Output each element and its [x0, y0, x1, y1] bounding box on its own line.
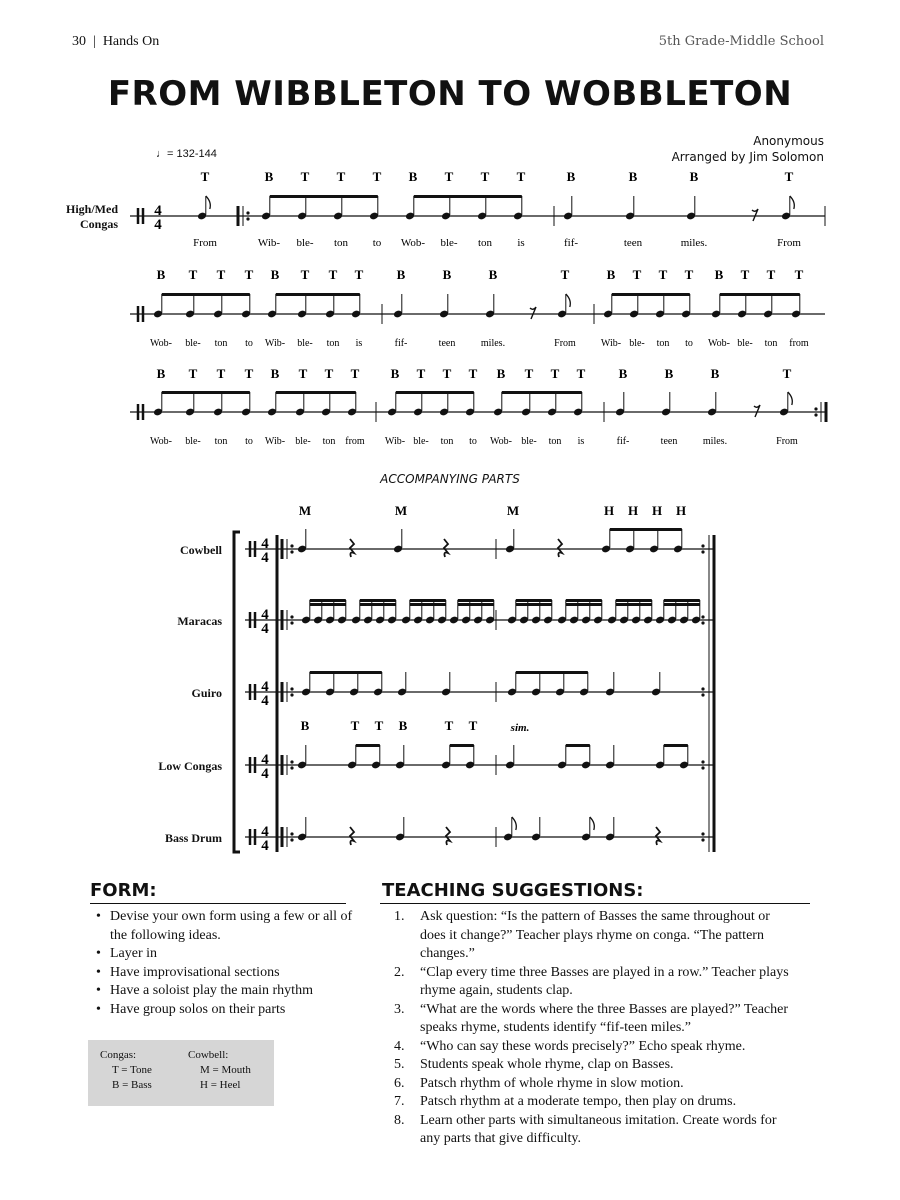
time-sig-bottom: 4 [261, 693, 269, 709]
note-beam [450, 744, 474, 747]
tempo-value: = 132-144 [167, 148, 217, 160]
quarter-rest [656, 827, 660, 845]
form-item: • Have a soloist play the main rhythm [96, 982, 366, 1001]
note-beam [270, 195, 378, 198]
lyric: from [789, 338, 809, 349]
item-number: 1. [394, 909, 405, 924]
part-label-maracas: Maracas [177, 614, 222, 628]
repeat-dot [290, 832, 293, 835]
note-beam [612, 293, 690, 296]
grade-level: 5th Grade-Middle School [658, 34, 824, 49]
repeat-dot [701, 766, 704, 769]
form-item: • Have group solos on their parts [96, 1001, 366, 1020]
repeat-dot [701, 615, 704, 618]
direction-sim: sim. [510, 722, 530, 734]
stroke-mark: T [794, 267, 804, 282]
lyric: Wib- [384, 436, 406, 447]
note-beam [410, 603, 446, 606]
lyric: fif- [563, 237, 579, 249]
time-sig-top: 4 [261, 679, 269, 695]
note-beam [616, 599, 652, 602]
repeat-dot [701, 760, 704, 763]
lyric: to [469, 436, 477, 447]
repeat-dot [290, 621, 293, 624]
quarter-rest [444, 539, 448, 557]
stroke-mark: T [328, 267, 338, 282]
lyric: to [685, 338, 693, 349]
teaching-list [390, 908, 790, 1149]
lyric: ble- [297, 338, 313, 349]
stroke-mark: T [372, 169, 382, 184]
stroke-mark: T [516, 169, 526, 184]
note-flag [590, 817, 595, 830]
repeat-dot [246, 217, 249, 220]
part-label-cowbell: Cowbell [180, 543, 222, 557]
lyric: Wib- [600, 338, 622, 349]
time-sig-top: 4 [261, 536, 269, 552]
lyric: ble- [629, 338, 645, 349]
lyric: to [245, 436, 253, 447]
note-beam [414, 195, 522, 198]
book-title: Hands On [102, 34, 160, 49]
stroke-mark: B [618, 366, 628, 381]
item-text: Learn other parts with simultaneous imitation. Create words for any parts that give difficulty. [420, 1112, 777, 1146]
eighth-rest [752, 209, 758, 221]
page-header-left: 30 | Hands On [72, 34, 160, 49]
stroke-mark: T [480, 169, 490, 184]
song-title: FROM WIBBLETON TO WOBBLETON [107, 74, 793, 114]
repeat-dot [246, 211, 249, 214]
lyric: ton [656, 338, 670, 349]
form-item: • Devise your own form using a few or all of the following ideas. [96, 908, 366, 945]
stroke-mark: T [416, 366, 426, 381]
note-beam [616, 603, 652, 606]
stroke-mark: B [606, 267, 616, 282]
stroke-mark: T [576, 366, 586, 381]
conga-mark: T [444, 718, 454, 733]
stroke-mark: T [336, 169, 346, 184]
note-flag [790, 196, 795, 209]
time-sig-bottom: 4 [261, 621, 269, 637]
form-item: • Have improvisational sections [96, 964, 366, 983]
legend-congas-label: Congas: [100, 1049, 137, 1061]
note-beam [516, 671, 588, 674]
part-label-bass-drum: Bass Drum [164, 831, 222, 845]
stroke-mark: B [156, 267, 166, 282]
lyric: Wob- [490, 436, 512, 447]
repeat-dot [701, 544, 704, 547]
cowbell-mark: H [651, 503, 663, 518]
lyric: is [355, 338, 363, 349]
lyric: miles. [702, 436, 728, 447]
note-beam [720, 293, 800, 296]
stroke-mark: T [658, 267, 668, 282]
lyric: From [777, 237, 801, 249]
page-number: 30 [72, 34, 86, 49]
form-heading: FORM: [90, 880, 157, 901]
accompanying-title: ACCOMPANYING PARTS [380, 472, 520, 486]
part-label-guiro: Guiro [191, 686, 222, 700]
note-beam [396, 391, 474, 394]
main-instrument-line1: High/Med [65, 202, 118, 216]
note-beam [664, 599, 700, 602]
lyric: is [577, 436, 585, 447]
lyric: ble- [440, 237, 458, 249]
note-beam [516, 603, 552, 606]
repeat-dot [290, 550, 293, 553]
repeat-dot [290, 615, 293, 618]
item-number: 8. [394, 1112, 405, 1128]
teaching-rule [380, 903, 810, 904]
item-text: Patsch rhythm of whole rhyme in slow motion. [420, 1075, 684, 1091]
item-number: 6. [394, 1075, 405, 1091]
repeat-dot [290, 693, 293, 696]
legend-congas-line: B = Bass [112, 1079, 152, 1091]
stroke-mark: T [300, 267, 310, 282]
legend-cowbell-label: Cowbell: [188, 1049, 229, 1061]
form-item: • Layer in [96, 945, 366, 964]
teaching-item [390, 1038, 790, 1057]
item-text: “What are the words where the three Basses are played?” Teacher speaks rhyme, students identify “fif-teen miles.” [420, 1001, 789, 1035]
stroke-mark: B [710, 366, 720, 381]
lyric: Wib- [264, 338, 286, 349]
note-flag [206, 196, 211, 209]
lyric: teen [660, 436, 678, 447]
stroke-mark: T [784, 169, 794, 184]
repeat-dot [701, 687, 704, 690]
lyric: ble- [185, 338, 201, 349]
stroke-mark: T [324, 366, 334, 381]
teaching-item [390, 1056, 790, 1075]
note-beam [458, 603, 494, 606]
teaching-item [390, 964, 790, 1001]
note-beam [664, 603, 700, 606]
note-beam [664, 744, 688, 747]
stroke-mark: T [444, 169, 454, 184]
note-beam [458, 599, 494, 602]
note-flag [512, 817, 517, 830]
note-flag [566, 294, 571, 307]
repeat-dot [290, 760, 293, 763]
repeat-dot [701, 550, 704, 553]
item-number: 7. [394, 1094, 405, 1109]
lyric: ble- [737, 338, 753, 349]
lyric: ton [477, 237, 493, 249]
quarter-rest [558, 539, 562, 557]
lyric: From [554, 338, 576, 349]
stroke-mark: T [632, 267, 642, 282]
teaching-item [390, 1075, 790, 1094]
lyric: ble- [413, 436, 429, 447]
note-beam [356, 744, 380, 747]
cowbell-mark: M [298, 503, 312, 518]
note-beam [276, 293, 360, 296]
note-beam [566, 599, 602, 602]
item-text: “Clap every time three Basses are played in a row.” Teacher plays rhyme again, students clap. [420, 964, 789, 998]
time-sig-top: 4 [261, 824, 269, 840]
conga-mark: T [468, 718, 478, 733]
lyric: Wob- [400, 237, 426, 249]
repeat-dot [701, 838, 704, 841]
stroke-mark: B [156, 366, 166, 381]
conga-mark: T [374, 718, 384, 733]
tempo-marking: ♩= 132-144 [156, 148, 217, 160]
stroke-mark: B [664, 366, 674, 381]
lyric: to [372, 237, 382, 249]
stroke-mark: T [468, 366, 478, 381]
item-text: Patsch rhythm at a moderate tempo, then play on drums. [420, 1094, 737, 1109]
lyric: teen [623, 237, 643, 249]
note-beam [162, 391, 250, 394]
stroke-mark: T [740, 267, 750, 282]
conga-mark: B [300, 718, 310, 733]
item-number: 3. [394, 1001, 405, 1017]
conga-mark: T [350, 718, 360, 733]
cowbell-mark: H [627, 503, 639, 518]
cowbell-mark: M [506, 503, 520, 518]
legend-congas-line: T = Tone [112, 1064, 152, 1076]
lyric: Wob- [150, 338, 172, 349]
stroke-mark: T [684, 267, 694, 282]
lyric: to [245, 338, 253, 349]
repeat-dot [290, 544, 293, 547]
lyric: Wob- [708, 338, 730, 349]
stroke-mark: T [244, 366, 254, 381]
stroke-mark: T [766, 267, 776, 282]
lyric: Wib- [264, 436, 286, 447]
repeat-dot [290, 687, 293, 690]
stroke-mark: T [442, 366, 452, 381]
item-text: Students speak whole rhyme, clap on Basses. [420, 1057, 674, 1072]
stroke-mark: T [244, 267, 254, 282]
stroke-mark: B [270, 366, 280, 381]
stroke-mark: T [298, 366, 308, 381]
time-sig-top: 4 [261, 607, 269, 623]
eighth-rest [754, 405, 760, 417]
lyric: miles. [480, 338, 506, 349]
note-beam [276, 391, 356, 394]
lyric: miles. [680, 237, 708, 249]
repeat-dot [701, 621, 704, 624]
repeat-dot [701, 832, 704, 835]
lyric: ble- [521, 436, 537, 447]
lyric: ble- [185, 436, 201, 447]
stroke-mark: T [560, 267, 570, 282]
time-sig-bottom: 4 [261, 550, 269, 566]
stroke-mark: B [408, 169, 418, 184]
stroke-mark: T [216, 366, 226, 381]
teaching-item [390, 908, 790, 964]
note-beam [310, 671, 382, 674]
lyric: ton [322, 436, 336, 447]
teaching-item [390, 1093, 790, 1112]
system-bracket [234, 532, 240, 852]
lyric: from [345, 436, 365, 447]
note-beam [162, 293, 250, 296]
stroke-mark: B [714, 267, 724, 282]
lyric: ble- [295, 436, 311, 447]
legend-cowbell-line: M = Mouth [200, 1064, 251, 1076]
stroke-mark: B [488, 267, 498, 282]
stroke-mark: T [354, 267, 364, 282]
stroke-mark: B [396, 267, 406, 282]
lyric: is [517, 237, 525, 249]
cowbell-mark: H [603, 503, 615, 518]
stroke-mark: T [350, 366, 360, 381]
teaching-heading: TEACHING SUGGESTIONS: [382, 880, 644, 901]
legend-box [88, 1040, 274, 1106]
time-sig-top: 4 [154, 203, 162, 219]
time-sig-bottom: 4 [154, 217, 162, 233]
stroke-mark: T [216, 267, 226, 282]
item-number: 5. [394, 1057, 405, 1072]
time-sig-bottom: 4 [261, 838, 269, 854]
note-flag [788, 392, 793, 405]
quarter-rest [350, 827, 354, 845]
repeat-dot [290, 766, 293, 769]
time-sig-bottom: 4 [261, 766, 269, 782]
lyric: Wib- [257, 237, 281, 249]
note-beam [410, 599, 446, 602]
stroke-mark: T [550, 366, 560, 381]
arranger: Arranged by Jim Solomon [671, 150, 824, 164]
item-text: “Who can say these words precisely?” Echo speak rhyme. [420, 1038, 746, 1054]
lyric: fif- [616, 436, 630, 447]
lyric: ton [214, 338, 228, 349]
lyric: ton [214, 436, 228, 447]
lyric: ton [326, 338, 340, 349]
repeat-dot [814, 407, 817, 410]
note-beam [502, 391, 582, 394]
teaching-item [390, 1001, 790, 1038]
stroke-mark: B [496, 366, 506, 381]
lyric: Wob- [150, 436, 172, 447]
time-sig-top: 4 [261, 752, 269, 768]
item-text: Ask question: “Is the pattern of Basses the same throughout or does it change?” Teacher plays rhyme on conga. “The pattern changes.” [420, 909, 770, 961]
lyric: ton [440, 436, 454, 447]
conga-mark: B [398, 718, 408, 733]
quarter-rest [350, 539, 354, 557]
main-instrument-line2: Congas [79, 217, 118, 231]
item-number: 4. [394, 1038, 405, 1054]
quarter-rest [446, 827, 450, 845]
stroke-mark: T [188, 267, 198, 282]
form-list [96, 908, 366, 1019]
stroke-mark: B [390, 366, 400, 381]
repeat-dot [814, 413, 817, 416]
lyric: ton [548, 436, 562, 447]
repeat-dot [290, 838, 293, 841]
stroke-mark: T [200, 169, 210, 184]
eighth-rest [530, 307, 536, 319]
lyric: From [776, 436, 798, 447]
author: Anonymous [753, 134, 824, 148]
lyric: ton [764, 338, 778, 349]
stroke-mark: B [264, 169, 274, 184]
lyric: teen [438, 338, 456, 349]
cowbell-mark: M [394, 503, 408, 518]
stroke-mark: T [524, 366, 534, 381]
note-beam [516, 599, 552, 602]
item-number: 2. [394, 964, 405, 980]
repeat-dot [701, 693, 704, 696]
teaching-item [390, 1112, 790, 1149]
stroke-mark: B [566, 169, 576, 184]
cowbell-mark: H [675, 503, 687, 518]
note-beam [566, 603, 602, 606]
stroke-mark: B [628, 169, 638, 184]
stroke-mark: B [270, 267, 280, 282]
lyric: ton [333, 237, 349, 249]
lyric: fif- [394, 338, 408, 349]
stroke-mark: B [689, 169, 699, 184]
stroke-mark: B [442, 267, 452, 282]
lyric: ble- [296, 237, 314, 249]
stroke-mark: T [300, 169, 310, 184]
legend-cowbell-line: H = Heel [200, 1079, 241, 1091]
part-label-low-congas: Low Congas [158, 759, 222, 773]
note-beam [610, 528, 682, 531]
note-beam [566, 744, 590, 747]
note-beam [310, 599, 346, 602]
note-beam [360, 603, 396, 606]
lyric: From [193, 237, 217, 249]
note-beam [310, 603, 346, 606]
form-rule [90, 903, 346, 904]
note-beam [360, 599, 396, 602]
stroke-mark: T [782, 366, 792, 381]
stroke-mark: T [188, 366, 198, 381]
